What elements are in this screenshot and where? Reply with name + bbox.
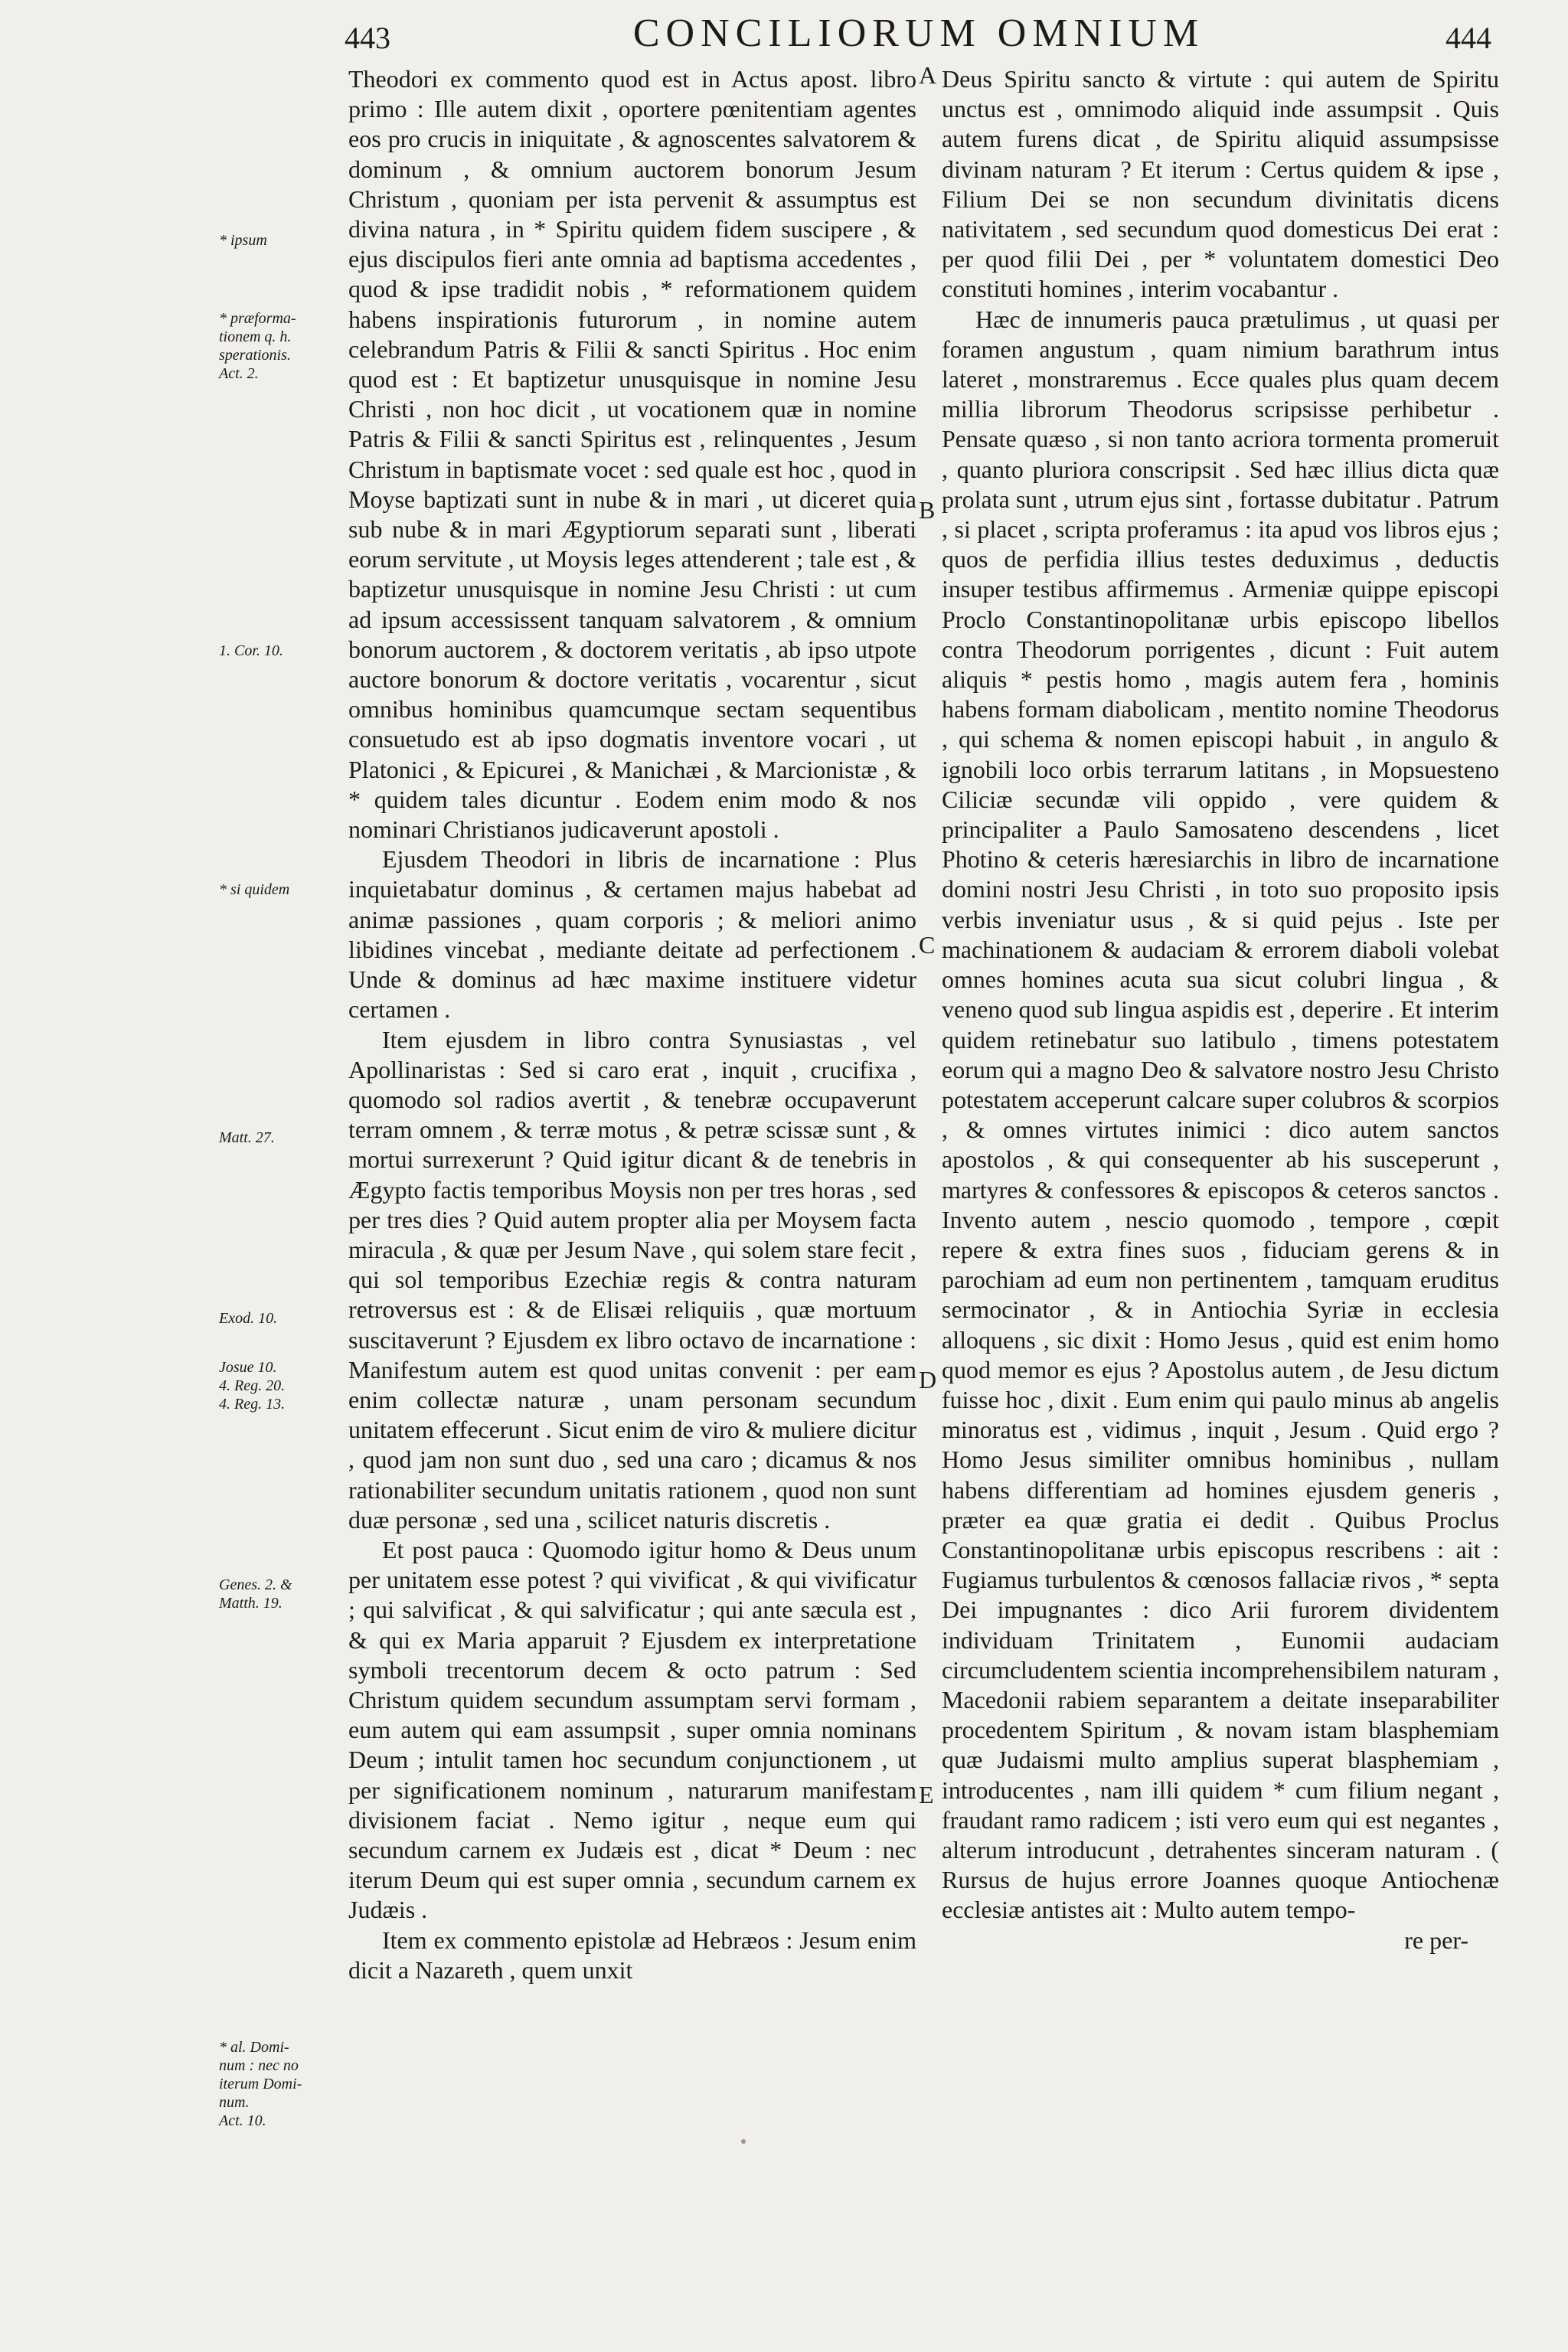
paragraph: Theodori ex commento quod est in Actus apost. libro primo : Ille autem dixit , oportere pœnitentiam agentes eos pro crucis in iniquitate , & agnoscentes salvatorem & dominum , & omnium auctorem bonorum Jesum Christum , quoniam per ista pervenit & assumptus est divina natura , in * Spiritu quidem fidem suscipere , & ejus discipulos fieri ante omnia ad baptisma accedentes , quod & ipse tradidit nobis , * reformationem quidem habens inspirationis futurorum , in nomine autem celebrandum Patris & Filii & sancti Spiritus . Hoc enim quod est : Et baptizetur unusquisque in nomine Jesu Christi , non hoc dicit , ut vocationem quæ in nomine Patris & Filii & sancti Spiritus est , relinquentes , Jesum Christum in baptismate vocet : sed quale est hoc , quod in Moyse baptizati sunt in nube & in mari , ut diceret quia sub nube & in mari Ægyptiorum separati sunt , liberati eorum servitute , ut Moysis leges attenderent ; tale est , & baptizetur unusquisque in nomine Jesu Christi : ut cum ad ipsum accessissent tanquam salvatorem , & omnium bonorum auctorem , & doctorem veritatis , ab ipso utpote auctore bonorum & doctore veritatis , vocarentur , sicut omnibus hominibus quamcumque sectam sequentibus consuetudo est ab ipso dogmatis inventore vocari , ut Platonici , & Epicurei , & Manichæi , & Marcionistæ , & * quidem tales dicuntur . Eodem enim modo & nos nominari Christianos judicaverunt apostoli . (348, 65, 916, 844)
margin-note: * præforma- tionem q. h. sperationis. Act. 2. (219, 310, 296, 382)
margin-note: Exod. 10. (219, 1310, 278, 1327)
section-letter: D (919, 1366, 937, 1393)
catchword: re per- (1404, 1926, 1468, 1954)
page-number-left: 443 (345, 21, 390, 55)
left-text-column (348, 64, 916, 1985)
paragraph: Deus Spiritu sancto & virtute : qui autem de Spiritu unctus est , omnimodo aliquid inde assumpsit . Quis autem furens dicat , de Spiritu aliquid assumpsisse divinam naturam ? Et iterum : Certus quidem & ipse , Filium Dei se non secundum divinitatis dicens nativitatem , sed secundum quod domesticus Dei erat : per quod filii Dei , per * voluntatem domestici Deo constituti homines , interim vocabantur . (942, 65, 1499, 303)
page-header (337, 11, 1501, 64)
margin-note: Genes. 2. & Matth. 19. (219, 1576, 292, 1612)
margin-note: Josue 10. 4. Reg. 20. 4. Reg. 13. (219, 1359, 286, 1413)
paragraph: Ejusdem Theodori in libris de incarnatione : Plus inquietabatur dominus , & certamen majus habebat ad animæ passiones , quam corporis ; & meliori animo libidines vincebat , mediante deitate ad perfectionem . Unde & dominus ad hæc maxime instituere videtur certamen . (348, 845, 916, 1024)
right-text-column (942, 64, 1499, 1955)
paragraph: Et post pauca : Quomodo igitur homo & Deus unum per unitatem esse potest ? qui vivificat , & qui vivificatur ; qui salvificat , & qui salvificatur ; qui ante sæcula est , & qui ex Maria apparuit ? Ejusdem ex interpretatione symboli trecentorum decem & octo patrum : Sed Christum quidem secundum assumptam servi formam , eum autem qui eam assumpsit , super omnia nominans Deum ; intulit tamen hoc secundum conjunctionem , ut per significationem nominum , naturarum manifestam divisionem faciat . Nemo igitur , neque eum qui secundum carnem ex Judæis est , dicat * Deum : nec iterum Deum qui est super omnia , secundum carnem ex Judæis . (348, 1535, 916, 1924)
running-title: CONCILIORUM OMNIUM (632, 11, 1205, 55)
margin-note: * si quidem (219, 881, 290, 898)
page-number-right: 444 (1446, 21, 1491, 55)
section-letter: A (919, 61, 937, 89)
margin-note: * al. Domi- num : nec no iterum Domi- num. Act. 10. (219, 2039, 302, 2129)
paragraph: Item ex commento epistolæ ad Hebræos : Jesum enim dicit a Nazareth , quem unxit (348, 1926, 916, 1984)
margin-note: 1. Cor. 10. (219, 642, 283, 659)
paragraph: Hæc de innumeris pauca prætulimus , ut quasi per foramen angustum , quam nimium barathrum intus lateret , monstraremus . Ecce quales plus quam decem millia librorum Theodorus scripsisse perhibetur . Pensate quæso , si non tanto acriora tormenta promeruit , quanto pluriora conscripsit . Sed hæc illius dicta quæ prolata sunt , utrum ejus sint , fortasse dubitatur . Patrum , si placet , scripta proferamus : ita apud vos libros ejus ; quos de perfidia illius testes deduximus , deductis insuper testibus affirmemus . Armeniæ quippe episcopi Proclo Constantinopolitanæ urbis episcopo libellos contra Theodorum porrigentes , dicunt : Fuit autem aliquis * pestis homo , magis autem fera , hominis habens formam diabolicam , mentito nomine Theodorus , qui schema & nomen episcopi habuit , in angulo & ignobili loco orbis terrarum latitans , in Mopsuesteno Ciliciæ secundæ vili oppido , vere quidem & principaliter a Paulo Samosateno descendens , licet Photino & ceteris hæresiarchis in libro de incarnatione domini nostri Jesu Christi , in toto suo proposito ipsis verbis inveniatur usus , & si quid pejus . Iste per machinationem & audaciam & errorem diaboli volebat omnes homines acuta sua sicut colubri lingua , & veneno quod sub lingua aspidis est , deperire . Et interim quidem retinebatur suo latibulo , timens potestatem eorum qui a magno Deo & salvatore nostro Jesu Christo potestatem acceperunt calcare super colubros & scorpios , & omnes virtutes inimici : dico autem sanctos apostolos , & qui consequenter ab his susceperunt , martyres & confessores & episcopos & ceteros sanctos . Invento autem , nescio quomodo , tempore , cœpit repere & extra fines suos , fiduciam gerens & in parochiam ad eum non pertinentem , tamquam eruditus sermocinator , & in Antiochia Syriæ in ecclesia alloquens , sic dixit : Homo Jesus , quid est enim homo quod memor es ejus ? Apostolus autem , de Jesu dictum fuisse hoc , dixit . Eum enim qui paulo minus ab angelis minoratus est , vidimus , inquit , Jesum . Quid ergo ? Homo Jesus similiter omnibus hominibus , nullam habens differentiam ad homines ejusdem generis , præter ea quæ gratia ei dedit . Quibus Proclus Constantinopolitanæ urbis episcopus rescribens : ait : Fugiamus turbulentos & cœnosos fallaciæ rivos , * septa Dei impugnantes : dico Arii furorem dividentem individuam Trinitatem , Eunomii audaciam circumcludentem scientia incomprehensibilem naturam , Macedonii rabiem separantem a deitate inseparabiliter procedentem Spiritum , & novam istam blasphemiam quæ Judaismi multo amplius superat blasphemiam , introducentes , nam illi quidem * cum filium negant , fraudant ramo radicem ; isti vero eum qui est negantes , alterum introducunt , detrahentes sinceram naturam . ( Rursus de hujus errore Joannes quoque Antiochenæ ecclesiæ antistes ait : Multo autem tempo- (942, 305, 1499, 1924)
section-letter: C (919, 931, 936, 959)
margin-note: Matt. 27. (219, 1129, 275, 1146)
paper-speck (741, 2139, 746, 2144)
margin-note: * ipsum (219, 232, 267, 249)
section-letter: E (919, 1781, 934, 1808)
paragraph: Item ejusdem in libro contra Synusiastas , vel Apollinaristas : Sed si caro erat , inquit , crucifixa , quomodo sol radios avertit , & tenebræ occupaverunt terram omnem , & terræ motus , & petræ scissæ sunt , & mortui surrexerunt ? Quid igitur dicant & de tenebris in Ægypto factis temporibus Moysis non per tres horas , sed per tres dies ? Quid autem propter alia per Moysem facta miracula , & quæ per Jesum Nave , qui solem stare fecit , qui sol temporibus Ezechiæ regis & contra naturam retroversus est : & de Elisæi reliquiis , quæ mortuum suscitaverunt ? Ejusdem ex libro octavo de incarnatione : Manifestum autem est quod unitas convenit : per eam enim collectæ naturæ , unam personam secundum unitatem effecerunt . Sicut enim de viro & muliere dicitur , quod jam non sunt duo , sed una caro ; dicamus & nos rationabiliter secundum unitatis rationem , quod non sunt duæ personæ , sed una , scilicet naturis discretis . (348, 1025, 916, 1534)
section-letter: B (919, 496, 936, 524)
